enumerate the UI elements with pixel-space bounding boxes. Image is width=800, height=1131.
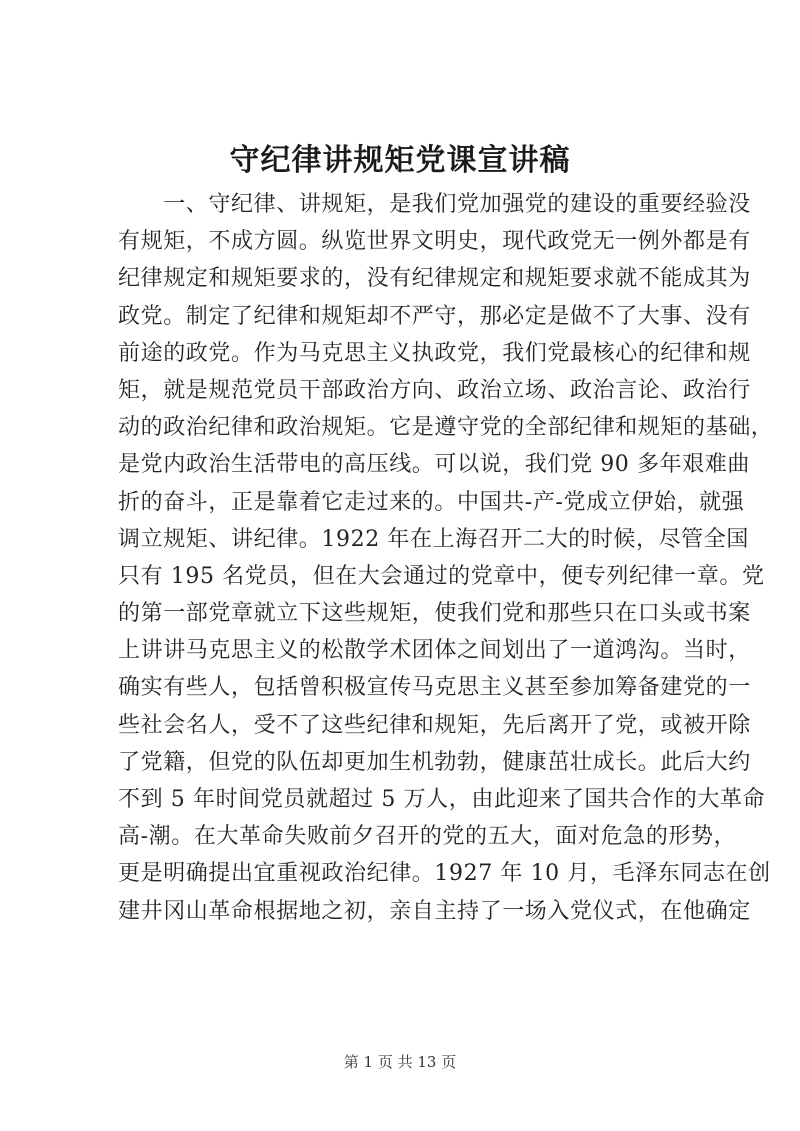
body-line: 不到 5 年时间党员就超过 5 万人，由此迎来了国共合作的大革命: [118, 787, 766, 812]
body-line: 更是明确提出宜重视政治纪律。1927 年 10 月，毛泽东同志在创: [118, 861, 771, 887]
page-number-indicator: 第 1 页 共 13 页: [343, 1053, 457, 1071]
body-line: 是党内政治生活带电的高压线。可以说，我们党 90 多年艰难曲: [118, 452, 750, 478]
body-line: 政党。制定了纪律和规矩却不严守，那必定是做不了大事、没有: [118, 303, 751, 329]
body-line: 确实有些人，包括曾积极宣传马克思主义甚至参加筹备建党的一: [118, 675, 751, 701]
body-line: 只有 195 名党员，但在大会通过的党章中，便专列纪律一章。党: [118, 563, 765, 589]
body-line: 有规矩，不成方圆。纵览世界文明史，现代政党无一例外都是有: [118, 229, 751, 255]
body-line: 了党籍，但党的队伍却更加生机勃勃，健康茁壮成长。此后大约: [118, 749, 751, 775]
body-text: [118, 186, 774, 930]
body-line: 矩，就是规范党员干部政治方向、政治立场、政治言论、政治行: [118, 377, 751, 403]
body-line: 调立规矩、讲纪律。1922 年在上海召开二大的时候，尽管全国: [118, 526, 749, 552]
body-line: 些社会名人，受不了这些纪律和规矩，先后离开了党，或被开除: [118, 712, 751, 738]
body-line: 一、守纪律、讲规矩，是我们党加强党的建设的重要经验没: [118, 192, 751, 217]
body-line: 建井冈山革命根据地之初，亲自主持了一场入党仪式，在他确定: [118, 898, 751, 924]
body-line: 的第一部党章就立下这些规矩，使我们党和那些只在口头或书案: [118, 601, 751, 627]
body-line: 折的奋斗，正是靠着它走过来的。中国共-产-党成立伊始，就强: [118, 489, 745, 515]
body-line: 上讲讲马克思主义的松散学术团体之间划出了一道鸿沟。当时，: [118, 638, 751, 664]
page-footer: [0, 1052, 800, 1072]
document-title: 守纪律讲规矩党课宣讲稿: [229, 143, 571, 178]
body-line: 动的政治纪律和政治规矩。它是遵守党的全部纪律和规矩的基础，: [118, 415, 774, 441]
body-line: 纪律规定和规矩要求的，没有纪律规定和规矩要求就不能成其为: [118, 266, 751, 292]
body-line: 高-潮。在大革命失败前夕召开的党的五大，面对危急的形势，: [118, 824, 737, 850]
body-line: 前途的政党。作为马克思主义执政党，我们党最核心的纪律和规: [118, 340, 751, 366]
